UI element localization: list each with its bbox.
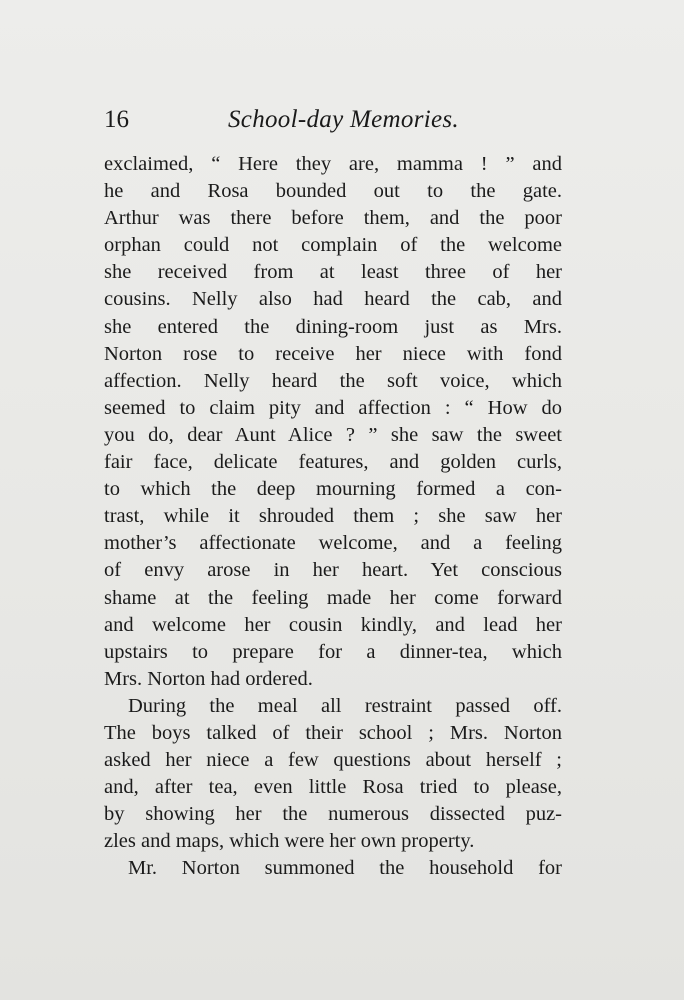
text-line: upstairs to prepare for a dinner-tea, which xyxy=(104,640,562,663)
text-line: by showing her the numerous dissected puz- xyxy=(104,803,562,826)
page-number: 16 xyxy=(104,106,129,133)
text-line: Mrs. Norton had ordered. xyxy=(104,667,313,690)
text-line: to which the deep mourning formed a con- xyxy=(104,478,562,501)
text-line: Arthur was there before them, and the poor xyxy=(104,207,562,230)
text-line: and welcome her cousin kindly, and lead her xyxy=(104,613,562,636)
text-line: Mr. Norton summoned the household for xyxy=(128,857,562,880)
text-line: he and Rosa bounded out to the gate. xyxy=(104,180,562,203)
body-text xyxy=(104,151,562,883)
text-line: shame at the feeling made her come forward xyxy=(104,586,562,609)
text-line: The boys talked of their school ; Mrs. Norton xyxy=(104,721,562,744)
paragraph-1 xyxy=(104,151,562,693)
text-line: trast, while it shrouded them ; she saw her xyxy=(104,505,562,528)
text-line: and, after tea, even little Rosa tried to please, xyxy=(104,776,562,799)
text-line: affection. Nelly heard the soft voice, which xyxy=(104,369,562,392)
text-line: cousins. Nelly also had heard the cab, and xyxy=(104,288,562,311)
text-line: asked her niece a few questions about herself ; xyxy=(104,749,562,772)
text-line: During the meal all restraint passed off. xyxy=(128,694,562,717)
text-line: exclaimed, “ Here they are, mamma ! ” and xyxy=(104,153,562,175)
text-line: orphan could not complain of the welcome xyxy=(104,234,562,257)
text-line: she received from at least three of her xyxy=(104,261,562,284)
text-line: Norton rose to receive her niece with fond xyxy=(104,342,562,365)
text-line: mother’s affectionate welcome, and a feeling xyxy=(104,532,562,555)
text-line: fair face, delicate features, and golden curls, xyxy=(104,451,562,474)
text-line: seemed to claim pity and affection : “ How do xyxy=(104,396,562,419)
text-line: she entered the dining-room just as Mrs. xyxy=(104,315,562,338)
paragraph-2 xyxy=(104,693,562,856)
text-line: of envy arose in her heart. Yet conscious xyxy=(104,559,562,582)
text-line: zles and maps, which were her own property. xyxy=(104,830,475,853)
running-title: School-day Memories. xyxy=(228,106,459,133)
text-line: you do, dear Aunt Alice ? ” she saw the sweet xyxy=(104,423,562,446)
paragraph-3 xyxy=(104,855,562,882)
page-header xyxy=(104,103,564,137)
